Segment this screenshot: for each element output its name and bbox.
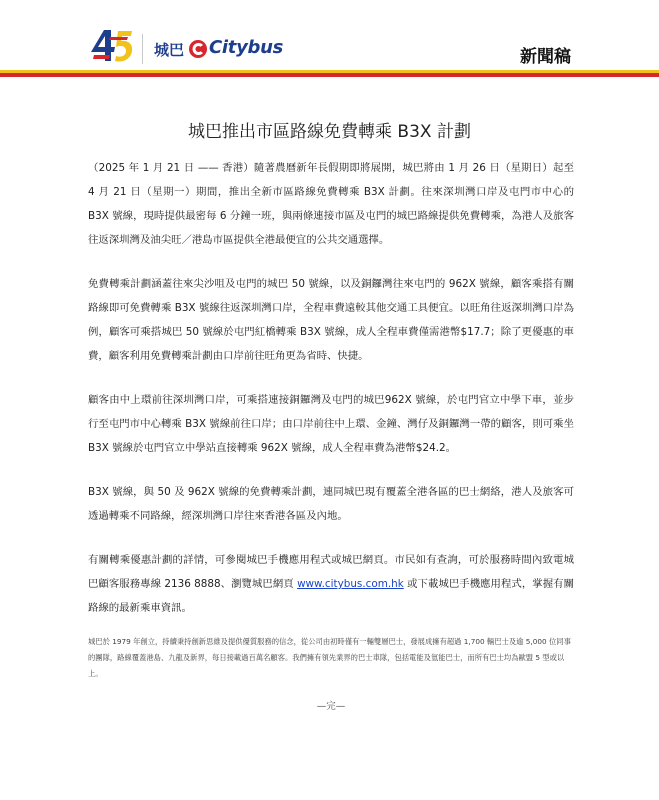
logo-divider (142, 34, 143, 64)
press-release-title: 城巴推出市區路線免費轉乘 B3X 計劃 (188, 122, 471, 142)
brand-name-chinese: 城巴 (154, 41, 185, 59)
company-footnote: 城巴於 1979 年創立，持續秉持創新思維及提供優質服務的信念，從公司由初時僅有一輛雙層巴士，發展成擁有超過 1,700 輛巴士及逾 5,000 位同事的團隊，路線覆蓋港島、九龍及新界，每日接載過百萬名顧客。我們擁有領先業界的巴士車隊，包括電能及氫能巴士，而所有巴士均為歐盟 5 型或以上。 (88, 637, 571, 678)
letterhead (0, 0, 659, 80)
enquiries-text-end: 或下載城巴手機應用程式，掌握有關路線的最新乘車資訊。 (88, 578, 574, 614)
paragraph-central-route: 顧客由中上環前往深圳灣口岸，可乘搭連接銅鑼灣及屯門的城巴962X 號線，於屯門官立中學下車，並步行至屯門市中心轉乘 B3X 號線前往口岸；由口岸前往中上環、金鐘、灣仔及銅鑼灣一帶的顧客，則可乘坐 B3X 號線於屯門官立中學站直接轉乘 962X 號線，成人全程車費為港幣$24.2。 (88, 394, 574, 454)
brand-name-english: Citybus (209, 37, 284, 58)
paragraph-enquiries (88, 548, 574, 620)
paragraph-intro: （2025 年 1 月 21 日 —— 香港）隨著農曆新年長假期即將展開，城巴將由 1 月 26 日（星期日）起至 4 月 21 日（星期一）期間，推出全新市區路線免費轉乘 B3X 計劃。往來深圳灣口岸及屯門市中心的 B3X 號線，現時提供最密每 6 分鐘一班，與兩條連接市區及屯門的城巴路線提供免費轉乘，為港人及旅客往返深圳灣及油尖旺／港島市區提供全港最便宜的公共交通選擇。 (88, 162, 574, 246)
press-release-body (88, 156, 574, 712)
45th-anniversary-logo-icon (88, 28, 134, 68)
paragraph-scheme: 免費轉乘計劃涵蓋往來尖沙咀及屯門的城巴 50 號線，以及銅鑼灣往來屯門的 962X 號線，顧客乘搭有關路線即可免費轉乘 B3X 號線往返深圳灣口岸，全程車費遠較其他交通工具便宜。以旺角往返深圳灣口岸為例，顧客可乘搭城巴 50 號線於屯門紅橋轉乘 B3X 號線，成人全程車費僅需港幣$17.7；除了更優惠的車費，顧客利用免費轉乘計劃由口岸前往旺角更為省時、快捷。 (88, 278, 574, 362)
press-release-label: 新聞稿 (520, 47, 571, 67)
enquiries-text: 有關轉乘優惠計劃的詳情，可參閱城巴手機應用程式或城巴網頁。市民如有查詢，可於服務時間內致電城巴顧客服務專線 2136 8888、瀏覽城巴網頁 (88, 554, 574, 590)
header-stripe-red (0, 73, 659, 77)
paragraph-network: B3X 號線，與 50 及 962X 號線的免費轉乘計劃，連同城巴現有覆蓋全港各區的巴士網絡，港人及旅客可透過轉乘不同路線，經深圳灣口岸往來香港各區及內地。 (88, 486, 574, 522)
end-mark: —完— (316, 701, 346, 712)
citybus-c-mark-icon (188, 39, 208, 59)
citybus-website-link[interactable]: www.citybus.com.hk (297, 578, 404, 590)
